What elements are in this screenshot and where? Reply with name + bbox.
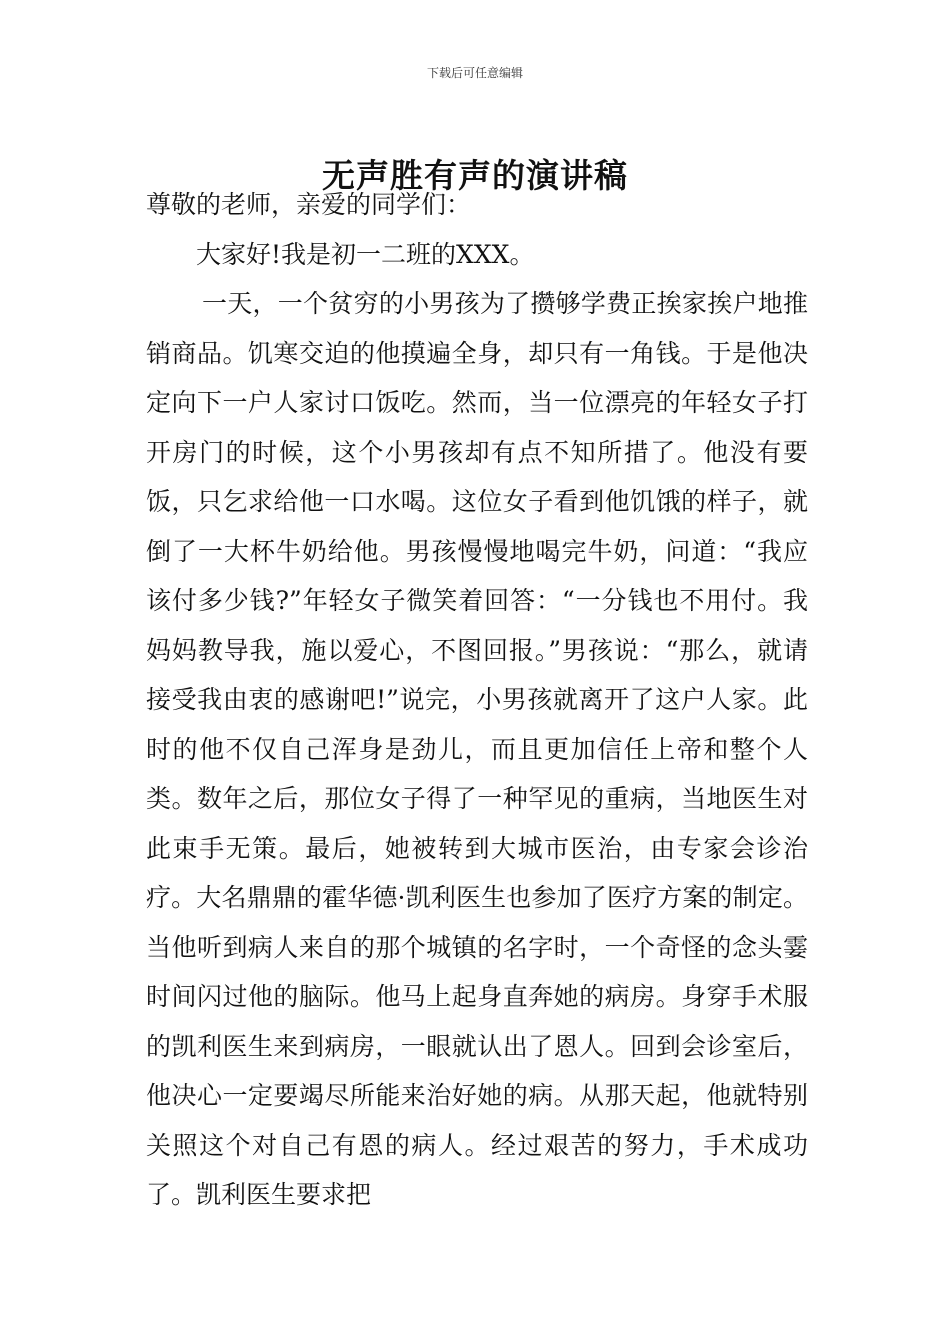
salutation: 尊敬的老师，亲爱的同学们：: [146, 190, 472, 219]
document-body: [146, 180, 808, 1220]
header-note: 下载后可任意编辑: [426, 66, 523, 80]
page-title: 无声胜有声的演讲稿: [322, 156, 628, 196]
greeting: 大家好!我是初一二班的XXX。: [196, 239, 535, 269]
body-paragraph: 一天，一个贫穷的小男孩为了攒够学费正挨家挨户地推销商品。饥寒交迫的他摸遍全身，却只有一角钱。于是他决定向下一户人家讨口饭吃。然而，当一位漂亮的年轻女子打开房门的时候，这个小男孩却有点不知所措了。他没有要饭，只乞求给他一口水喝。这位女子看到他饥饿的样子，就倒了一大杯牛奶给他。男孩慢慢地喝完牛奶，问道：“我应该付多少钱?”年轻女子微笑着回答：“一分钱也不用付。我妈妈教导我，施以爱心，不图回报。”男孩说：“那么，就请接受我由衷的感谢吧!”说完，小男孩就离开了这户人家。此时的他不仅自己浑身是劲儿，而且更加信任上帝和整个人类。数年之后，那位女子得了一种罕见的重病，当地医生对此束手无策。最后，她被转到大城市医治，由专家会诊治疗。大名鼎鼎的霍华德·凯利医生也参加了医疗方案的制定。当他听到病人来自的那个城镇的名字时，一个奇怪的念头霎时间闪过他的脑际。他马上起身直奔她的病房。身穿手术服的凯利医生来到病房，一眼就认出了恩人。回到会诊室后，他决心一定要竭尽所能来治好她的病。从那天起，他就特别关照这个对自己有恩的病人。经过艰苦的努力，手术成功了。凯利医生要求把: [146, 289, 808, 1209]
